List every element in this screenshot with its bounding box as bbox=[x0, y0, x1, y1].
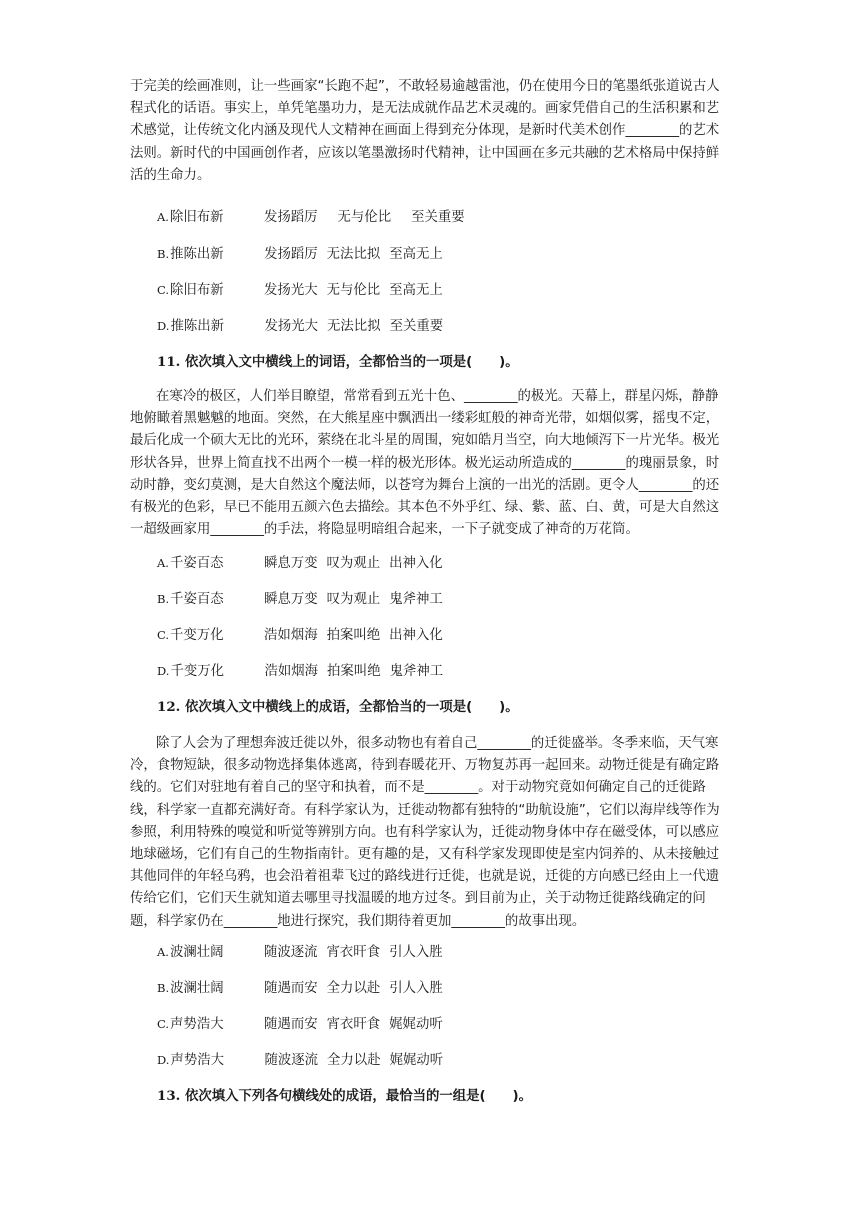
question-12-stem bbox=[157, 698, 519, 717]
question-number: 13. bbox=[157, 1088, 181, 1104]
option-word: 全力以赴 bbox=[326, 981, 381, 996]
option-q12-b[interactable] bbox=[157, 979, 452, 998]
option-q11-d[interactable] bbox=[157, 662, 452, 681]
option-q10-b[interactable] bbox=[157, 245, 452, 264]
option-letter: C. bbox=[157, 1017, 170, 1031]
option-word: 千姿百态 bbox=[170, 592, 224, 607]
option-letter: D. bbox=[157, 664, 170, 678]
passage-q12: 除了人会为了理想奔波迁徙以外，很多动物也有着自己________的迁徙盛举。冬季来临，天气寒冷，食物短缺，很多动物选择集体逃离，待到春暖花开、万物复苏再一起回来。动物迁徙是有确定路线的。它们对驻地有着自己的坚守和执着，而不是________。对于动物究竟如何确定自己的迁徙路线，科学家一直都充满好奇。有科学家认为，迁徙动物都有独特的“助航设施”，它们以海岸线等作为参照，利用特殊的嗅觉和听觉等辨别方向。也有科学家认为，迁徙动物身体中存在磁受体，可以感应地球磁场，它们有自己的生物指南针。更有趣的是，又有科学家发现即使是室内饲养的、从未接触过其他同伴的年轻乌鸦，也会沿着祖辈飞过的路线进行迁徙，也就是说，迁徙的方向感已经由上一代遗传给它们，它们天生就知道去哪里寻找温暖的地方过冬。到目前为止，关于动物迁徙路线确定的问题，科学家仍在________地进行探究，我们期待着更加________的故事出现。 bbox=[130, 736, 720, 929]
option-word: 发扬蹈厉 bbox=[264, 247, 318, 262]
option-q11-a[interactable] bbox=[157, 554, 452, 573]
option-word: 发扬光大 bbox=[264, 283, 318, 298]
option-word: 浩如烟海 bbox=[264, 664, 319, 679]
option-word: 至高无上 bbox=[389, 247, 443, 262]
option-q12-c[interactable] bbox=[157, 1015, 452, 1034]
option-word: 出神入化 bbox=[389, 556, 443, 571]
option-word: 波澜壮阔 bbox=[169, 945, 224, 960]
option-word: 发扬蹈厉 bbox=[263, 210, 318, 225]
option-word: 无与伦比 bbox=[337, 210, 392, 225]
option-word: 娓娓动听 bbox=[389, 1017, 443, 1032]
option-word: 声势浩大 bbox=[170, 1017, 224, 1032]
question-13-stem bbox=[157, 1087, 532, 1106]
passage-q11: 在寒冷的极区，人们举目瞭望，常常看到五光十色、________的极光。天幕上，群星闪烁，静静地俯瞰着黑魆魆的地面。突然，在大熊星座中飘洒出一缕彩虹般的神奇光带，如烟似雾，摇曳不定，最后化成一个硕大无比的光环，萦绕在北斗星的周围，宛如皓月当空，向大地倾泻下一片光华。极光形状各异，世界上简直找不出两个一模一样的极光形体。极光运动所造成的________的瑰丽景象，时动时静，变幻莫测，是大自然这个魔法师，以苍穹为舞台上演的一出光的活剧。更令人________的还有极光的色彩，早已不能用五颜六色去描绘。其本色不外乎红、绿、紫、蓝、白、黄，可是大自然这一超级画家用________的手法，将隐显明暗组合起来，一下子就变成了神奇的万花筒。 bbox=[130, 389, 720, 538]
option-letter: C. bbox=[157, 283, 170, 297]
option-word: 瞬息万变 bbox=[263, 556, 318, 571]
option-word: 推陈出新 bbox=[170, 319, 225, 334]
question-text: 依次填入下列各句横线处的成语，最恰当的一组是( )。 bbox=[184, 1089, 532, 1104]
option-letter: A. bbox=[157, 210, 169, 224]
option-word: 出神入化 bbox=[389, 628, 443, 643]
option-letter: B. bbox=[157, 247, 170, 261]
option-word: 波澜壮阔 bbox=[170, 981, 224, 996]
question-11-stem bbox=[157, 353, 519, 372]
option-word: 无法比拟 bbox=[327, 319, 381, 334]
option-word: 随遇而安 bbox=[264, 1017, 318, 1032]
option-word: 拍案叫绝 bbox=[327, 664, 381, 679]
option-word: 瞬息万变 bbox=[264, 592, 318, 607]
question-text: 依次填入文中横线上的成语，全都恰当的一项是( )。 bbox=[184, 700, 519, 715]
option-letter: D. bbox=[157, 1053, 170, 1067]
option-word: 娓娓动听 bbox=[389, 1053, 444, 1068]
question-number: 11. bbox=[157, 354, 181, 370]
option-q12-d[interactable] bbox=[157, 1051, 452, 1070]
option-word: 鬼斧神工 bbox=[389, 592, 443, 607]
option-word: 千姿百态 bbox=[169, 556, 224, 571]
option-word: 拍案叫绝 bbox=[326, 628, 381, 643]
option-word: 发扬光大 bbox=[264, 319, 319, 334]
option-q12-a[interactable] bbox=[157, 943, 452, 962]
option-word: 无法比拟 bbox=[326, 247, 381, 262]
option-word: 无与伦比 bbox=[326, 283, 381, 298]
option-word: 推陈出新 bbox=[170, 247, 224, 262]
option-word: 千变万化 bbox=[170, 664, 225, 679]
option-word: 至关重要 bbox=[389, 319, 444, 334]
option-word: 宵衣旰食 bbox=[326, 945, 381, 960]
option-word: 声势浩大 bbox=[170, 1053, 225, 1068]
question-number: 12. bbox=[157, 699, 181, 715]
option-q11-b[interactable] bbox=[157, 590, 452, 609]
option-letter: B. bbox=[157, 592, 170, 606]
option-word: 引人入胜 bbox=[389, 981, 443, 996]
option-word: 至关重要 bbox=[411, 210, 465, 225]
option-letter: A. bbox=[157, 556, 169, 570]
option-word: 叹为观止 bbox=[326, 556, 381, 571]
passage-q10: 于完美的绘画准则，让一些画家“长跑不起”，不敢轻易逾越雷池，仍在使用今日的笔墨纸张道说古人程式化的话语。事实上，单凭笔墨功力，是无法成就作品艺术灵魂的。画家凭借自己的生活积累和艺术感觉，让传统文化内涵及现代人文精神在画面上得到充分体现，是新时代美术创作________的艺术法则。新时代的中国画创作者，应该以笔墨激扬时代精神，让中国画在多元共融的艺术格局中保持鲜活的生命力。 bbox=[130, 79, 720, 183]
option-q10-c[interactable] bbox=[157, 281, 452, 300]
option-word: 引人入胜 bbox=[389, 945, 443, 960]
option-word: 千变万化 bbox=[170, 628, 224, 643]
option-word: 随波逐流 bbox=[264, 1053, 319, 1068]
option-word: 随波逐流 bbox=[263, 945, 318, 960]
option-word: 叹为观止 bbox=[326, 592, 381, 607]
option-word: 随遇而安 bbox=[264, 981, 318, 996]
option-word: 除旧布新 bbox=[169, 210, 224, 225]
option-letter: A. bbox=[157, 945, 169, 959]
option-q10-d[interactable] bbox=[157, 317, 452, 336]
option-word: 全力以赴 bbox=[327, 1053, 381, 1068]
option-letter: B. bbox=[157, 981, 170, 995]
option-q11-c[interactable] bbox=[157, 626, 452, 645]
option-word: 鬼斧神工 bbox=[389, 664, 444, 679]
option-letter: C. bbox=[157, 628, 170, 642]
option-letter: D. bbox=[157, 319, 170, 333]
option-word: 除旧布新 bbox=[170, 283, 224, 298]
option-word: 宵衣旰食 bbox=[326, 1017, 381, 1032]
option-word: 浩如烟海 bbox=[264, 628, 318, 643]
question-text: 依次填入文中横线上的词语，全都恰当的一项是( )。 bbox=[184, 355, 519, 370]
option-q10-a[interactable] bbox=[157, 208, 474, 227]
option-word: 至高无上 bbox=[389, 283, 443, 298]
